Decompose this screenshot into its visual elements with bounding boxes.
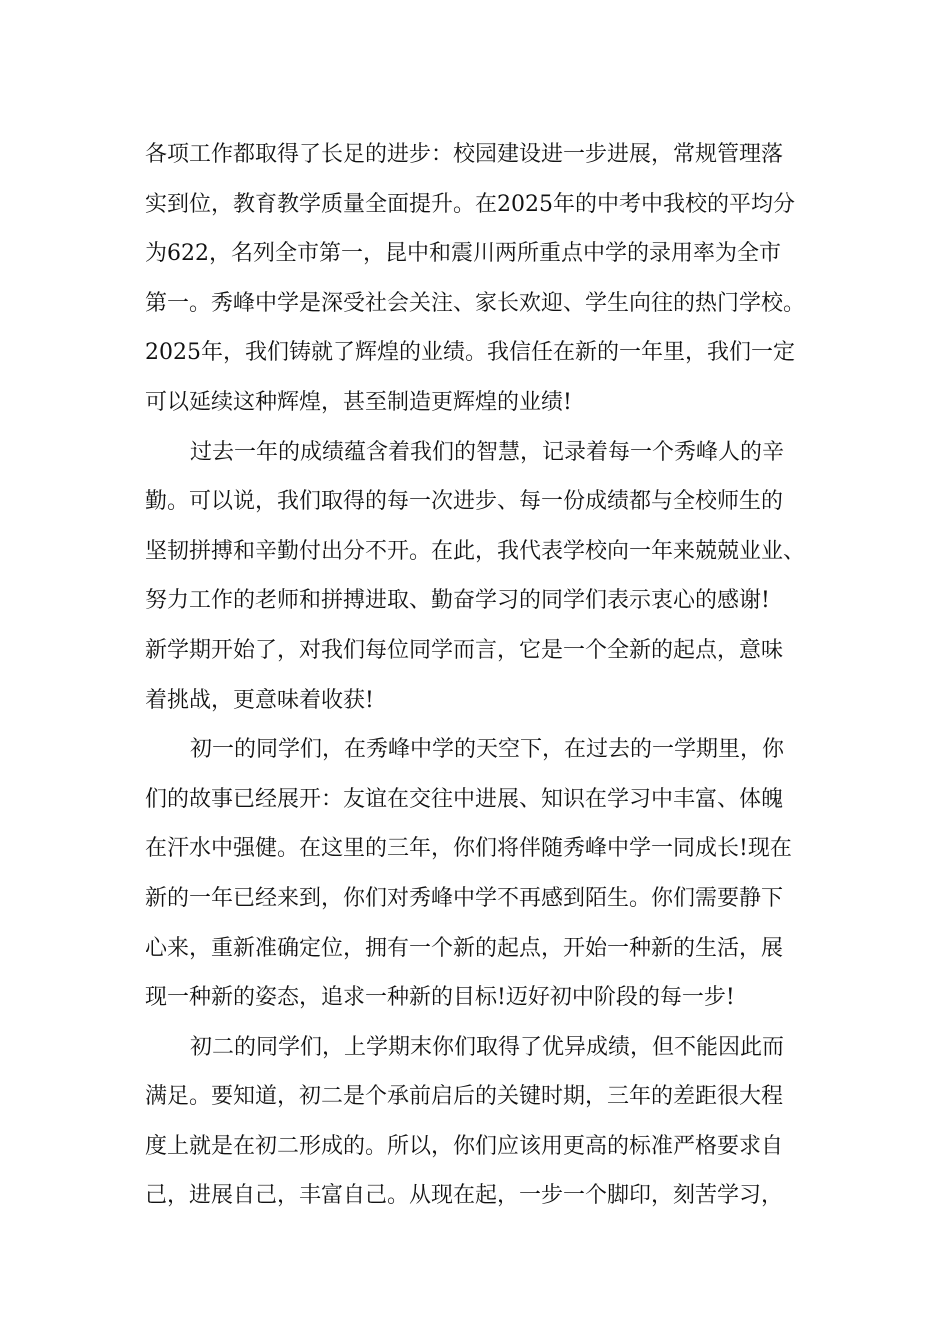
text-line-paragraph-start: 过去一年的成绩蕴含着我们的智慧，记录着每一个秀峰人的辛 <box>190 439 785 465</box>
text-line: 为622，名列全市第一，昆中和震川两所重点中学的录用率为全市 <box>145 241 781 267</box>
text-line: 各项工作都取得了长足的进步：校园建设进一步进展，常规管理落 <box>145 142 784 167</box>
text-line: 们的故事已经展开：友谊在交往中进展、知识在学习中丰富、体魄 <box>145 786 784 812</box>
text-line: 勤。可以说，我们取得的每一次进步、每一份成绩都与全校师生的 <box>145 489 784 515</box>
text-line: 2025年，我们铸就了辉煌的业绩。我信任在新的一年里，我们一定 <box>145 340 795 366</box>
text-line: 度上就是在初二形成的。所以，你们应该用更高的标准严格要求自 <box>145 1133 784 1159</box>
text-line: 努力工作的老师和拼搏进取、勤奋学习的同学们表示衷心的感谢! <box>145 588 770 614</box>
text-line-paragraph-start: 初二的同学们，上学期末你们取得了优异成绩，但不能因此而 <box>190 1034 785 1060</box>
text-line: 着挑战，更意味着收获! <box>145 687 374 713</box>
text-line: 满足。要知道，初二是个承前启后的关键时期，三年的差距很大程 <box>145 1084 784 1110</box>
text-line: 新的一年已经来到，你们对秀峰中学不再感到陌生。你们需要静下 <box>145 885 784 911</box>
text-line-paragraph-start: 初一的同学们，在秀峰中学的天空下，在过去的一学期里，你 <box>190 737 785 763</box>
text-line: 可以延续这种辉煌，甚至制造更辉煌的业绩! <box>145 389 572 415</box>
text-line: 新学期开始了，对我们每位同学而言，它是一个全新的起点，意味 <box>145 637 784 663</box>
text-line: 己，进展自己，丰富自己。从现在起，一步一个脚印，刻苦学习， <box>145 1183 784 1209</box>
text-line: 坚韧拼搏和辛勤付出分不开。在此，我代表学校向一年来兢兢业业、 <box>145 538 806 564</box>
body-text <box>145 130 815 1221</box>
text-line: 在汗水中强健。在这里的三年，你们将伴随秀峰中学一同成长!现在 <box>145 836 792 862</box>
text-line: 实到位，教育教学质量全面提升。在2025年的中考中我校的平均分 <box>145 191 795 217</box>
text-line: 心来，重新准确定位，拥有一个新的起点，开始一种新的生活，展 <box>145 935 784 961</box>
text-line: 第一。秀峰中学是深受社会关注、家长欢迎、学生向往的热门学校。 <box>145 290 806 316</box>
text-line: 现一种新的姿态，追求一种新的目标!迈好初中阶段的每一步! <box>145 985 735 1011</box>
